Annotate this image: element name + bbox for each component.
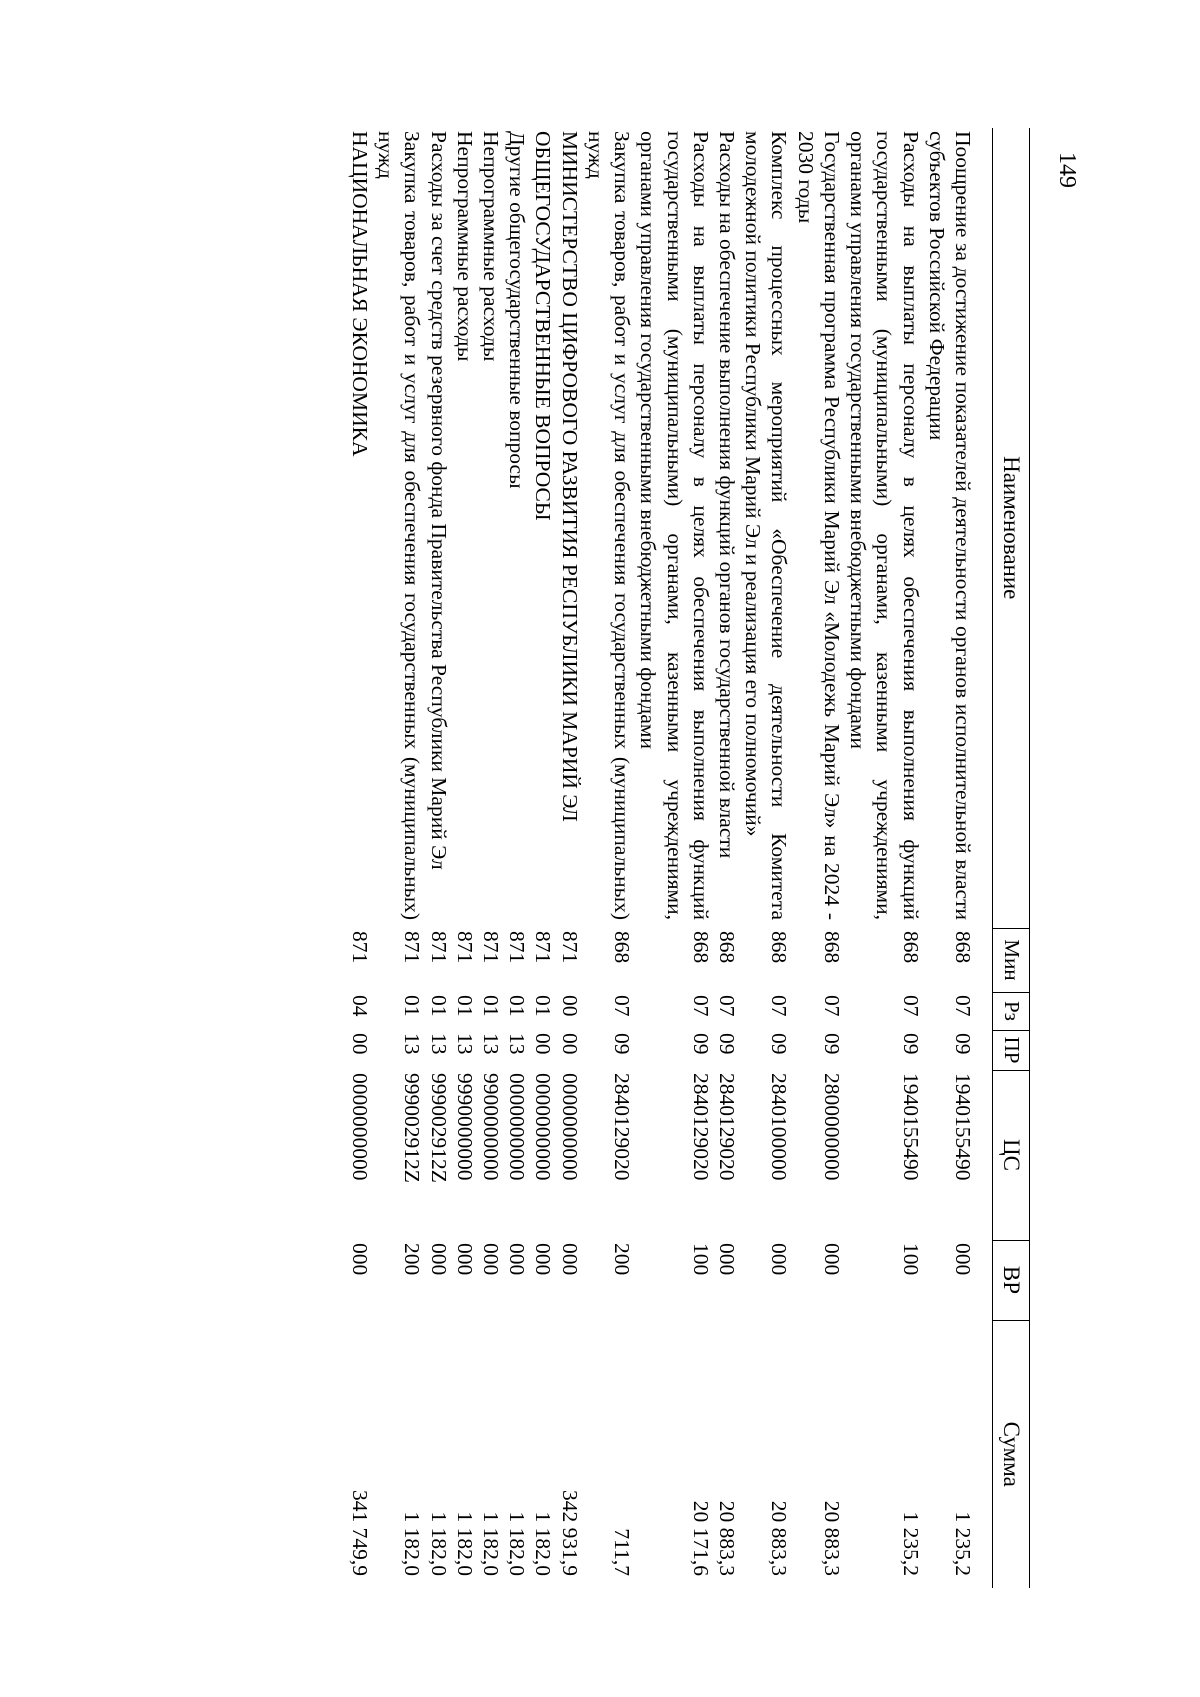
cell-pr: 09	[819, 1033, 844, 1055]
cell-sum: 1 182,0	[452, 1511, 477, 1576]
cell-name: ОБЩЕГОСУДАРСТВЕННЫЕ ВОПРОСЫ	[531, 131, 556, 521]
table-row	[792, 128, 844, 1588]
cell-min: 868	[767, 931, 792, 964]
cell-min: 871	[426, 931, 451, 964]
cell-sum: 711,7	[610, 1528, 635, 1576]
cell-pr: 09	[898, 1033, 923, 1055]
cell-rz: 07	[898, 995, 923, 1017]
cell-rz: 01	[479, 995, 504, 1017]
cell-vr: 000	[557, 1243, 582, 1276]
table-body	[343, 128, 993, 1588]
cell-rz: 01	[426, 995, 451, 1017]
cell-rz: 07	[950, 995, 975, 1017]
cell-cs: 0000000000	[505, 1073, 530, 1181]
cell-rz: 01	[505, 995, 530, 1017]
cell-vr: 000	[347, 1243, 372, 1276]
cell-vr: 000	[505, 1243, 530, 1276]
cell-cs: 9990000000	[452, 1073, 477, 1181]
cell-name: Закупка товаров, работ и услуг для обеспечения государственных (муниципальных) нужд	[374, 131, 425, 920]
page-number: 149	[1054, 152, 1080, 188]
cell-pr: 13	[452, 1033, 477, 1055]
cell-pr: 13	[426, 1033, 451, 1055]
cell-name: Государственная программа Республики Марий Эл «Молодежь Марий Эл» на 2024 - 2030 годы	[793, 131, 844, 920]
cell-name: НАЦИОНАЛЬНАЯ ЭКОНОМИКА	[347, 131, 372, 457]
cell-min: 871	[400, 931, 425, 964]
cell-min: 871	[479, 931, 504, 964]
table-row	[714, 128, 740, 1588]
cell-cs: 9900000000	[479, 1073, 504, 1181]
cell-sum: 20 171,6	[688, 1500, 713, 1576]
cell-cs: 0000000000	[347, 1073, 372, 1181]
cell-pr: 09	[714, 1033, 739, 1055]
table-row	[504, 128, 530, 1588]
cell-name: Закупка товаров, работ и услуг для обеспечения государственных (муниципальных) нужд	[583, 131, 635, 920]
cell-name: Расходы на обеспечение выполнения функций органов государственной власти	[714, 131, 739, 859]
cell-rz: 01	[531, 995, 556, 1017]
cell-pr: 13	[400, 1033, 425, 1055]
cell-vr: 100	[688, 1243, 713, 1276]
cell-pr: 09	[767, 1033, 792, 1055]
cell-vr: 200	[610, 1243, 635, 1276]
header-rz: Рз	[992, 992, 1029, 1030]
cell-pr: 09	[688, 1033, 713, 1055]
cell-pr: 00	[347, 1033, 372, 1055]
header-cs: ЦС	[992, 1070, 1029, 1240]
cell-sum: 1 235,2	[898, 1511, 923, 1576]
cell-min: 871	[347, 931, 372, 964]
table-row	[373, 128, 425, 1588]
cell-rz: 07	[767, 995, 792, 1017]
cell-sum: 1 182,0	[505, 1511, 530, 1576]
table-row	[583, 128, 635, 1588]
cell-pr: 13	[505, 1033, 530, 1055]
cell-cs: 0000000000	[557, 1073, 582, 1181]
cell-vr: 100	[898, 1243, 923, 1276]
cell-pr: 09	[950, 1033, 975, 1055]
table-header	[992, 128, 1029, 1588]
cell-cs: 2840129020	[714, 1073, 739, 1181]
header-name: Наименование	[992, 128, 1029, 928]
table-row	[924, 128, 993, 1588]
cell-name: Непрограммные расходы	[479, 131, 504, 362]
cell-sum: 1 182,0	[426, 1511, 451, 1576]
cell-rz: 07	[819, 995, 844, 1017]
table-row	[425, 128, 451, 1588]
cell-min: 871	[557, 931, 582, 964]
cell-min: 868	[610, 931, 635, 964]
cell-vr: 000	[819, 1243, 844, 1276]
cell-min: 871	[452, 931, 477, 964]
cell-vr: 000	[950, 1243, 975, 1276]
cell-pr: 09	[610, 1033, 635, 1055]
cell-name: МИНИСТЕРСТВО ЦИФРОВОГО РАЗВИТИЯ РЕСПУБЛИКИ МАРИЙ ЭЛ	[557, 131, 582, 822]
table-row	[740, 128, 792, 1588]
cell-name: Непрограммные расходы	[452, 131, 477, 362]
cell-cs: 999002912Z	[400, 1073, 425, 1183]
cell-rz: 00	[557, 995, 582, 1017]
cell-vr: 000	[452, 1243, 477, 1276]
cell-vr: 200	[400, 1243, 425, 1276]
cell-pr: 00	[557, 1033, 582, 1055]
cell-rz: 07	[688, 995, 713, 1017]
header-pr: ПР	[992, 1030, 1029, 1070]
cell-name: Расходы на выплаты персоналу в целях обеспечения выполнения функций государственными (муниципальными) органами, казенными учреждениями, органами управления государственными внебюджетными фондами	[846, 131, 923, 920]
cell-sum: 342 931,9	[557, 1490, 582, 1576]
cell-pr: 00	[531, 1033, 556, 1055]
cell-cs: 2840129020	[610, 1073, 635, 1181]
cell-name: Расходы на выплаты персоналу в целях обеспечения выполнения функций государственными (муниципальными) органами, казенными учреждениями, органами управления государственными внебюджетными фондами	[636, 131, 713, 920]
cell-min: 871	[505, 931, 530, 964]
cell-rz: 07	[610, 995, 635, 1017]
cell-vr: 000	[767, 1243, 792, 1276]
cell-name: Комплекс процессных мероприятий «Обеспечение деятельности Комитета молодежной политики Республики Марий Эл и реализация его полномочий»	[741, 131, 792, 920]
cell-name: Другие общегосударственные вопросы	[505, 131, 530, 489]
table-row	[845, 128, 924, 1588]
cell-min: 868	[819, 931, 844, 964]
cell-vr: 000	[531, 1243, 556, 1276]
header-min: Мин	[992, 928, 1029, 992]
table-row	[452, 128, 478, 1588]
header-vr: ВР	[992, 1240, 1029, 1320]
cell-vr: 000	[479, 1243, 504, 1276]
cell-cs: 999002912Z	[426, 1073, 451, 1183]
cell-pr: 13	[479, 1033, 504, 1055]
cell-cs: 2800000000	[819, 1073, 844, 1181]
budget-table	[343, 128, 1030, 1588]
cell-sum: 20 883,3	[767, 1500, 792, 1576]
table-row	[635, 128, 714, 1588]
table-row	[478, 128, 504, 1588]
cell-min: 868	[950, 931, 975, 964]
cell-sum: 20 883,3	[819, 1500, 844, 1576]
cell-cs: 1940155490	[950, 1073, 975, 1181]
cell-sum: 341 749,9	[347, 1490, 372, 1576]
cell-min: 868	[714, 931, 739, 964]
cell-sum: 1 182,0	[400, 1511, 425, 1576]
cell-rz: 04	[347, 995, 372, 1017]
rotated-table-container	[343, 128, 1030, 1588]
cell-sum: 20 883,3	[714, 1500, 739, 1576]
table-row	[530, 128, 556, 1588]
cell-sum: 1 182,0	[531, 1511, 556, 1576]
cell-vr: 000	[714, 1243, 739, 1276]
cell-cs: 2840129020	[688, 1073, 713, 1181]
table-row	[556, 128, 582, 1588]
cell-vr: 000	[426, 1243, 451, 1276]
cell-min: 868	[688, 931, 713, 964]
cell-cs: 1940155490	[898, 1073, 923, 1181]
cell-sum: 1 235,2	[950, 1511, 975, 1576]
cell-cs: 2840100000	[767, 1073, 792, 1181]
cell-rz: 01	[452, 995, 477, 1017]
table-row	[343, 128, 373, 1588]
cell-rz: 07	[714, 995, 739, 1017]
header-sum: Сумма	[992, 1320, 1029, 1588]
cell-rz: 01	[400, 995, 425, 1017]
cell-min: 871	[531, 931, 556, 964]
cell-min: 868	[898, 931, 923, 964]
cell-sum: 1 182,0	[479, 1511, 504, 1576]
cell-name: Расходы за счет средств резервного фонда Правительства Республики Марий Эл	[426, 131, 451, 870]
cell-cs: 0000000000	[531, 1073, 556, 1181]
cell-name: Поощрение за достижение показателей деятельности органов исполнительной власти субъектов Российской Федерации	[924, 131, 975, 920]
